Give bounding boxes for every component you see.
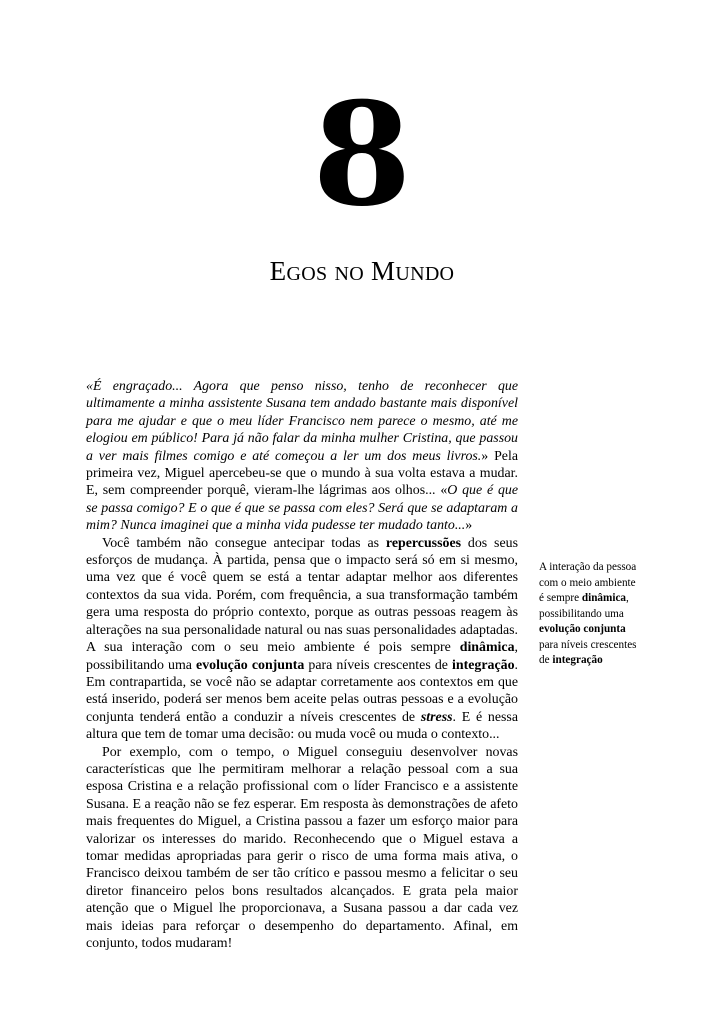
text-run: dos seus esforços de mudança. À partida, pensa que o impacto será só em si mesmo, uma vez que é você quem se está a tentar adaptar melhor aos diferentes contextos da sua vida. Porém, com frequência, a sua transformação também gera uma resposta do próprio contexto, porque as outras pessoas reagem às alterações na sua personalidade natural ou nas suas personalidades adaptadas. A sua interação com o seu meio ambiente é pois sempre [86, 535, 518, 656]
text-run: » [465, 518, 473, 534]
body-paragraph [86, 744, 518, 953]
bold-term: dinâmica [459, 640, 515, 656]
chapter-title-smallcaps: GOS [286, 263, 328, 285]
bold-term: integração [552, 654, 603, 666]
text-run: . E é nessa altura que tem de tomar uma decisão: ou muda você ou muda o contexto... [86, 709, 518, 743]
body-text [86, 378, 518, 952]
text-run: A interação da pessoa com o meio ambiente é sempre [539, 561, 637, 604]
body-paragraph [86, 535, 518, 744]
text-run: Por exemplo, com o tempo, o Miguel conseguiu desenvolver novas características que lhe permitiram melhorar a relação pessoal com a sua esposa Cristina e a relação profissional com o líder Francisco e a assistente Susana. E a reação não se fez esperar. Em resposta às demonstrações de afeto mais frequentes do Miguel, a Cristina passou a fazer um esforço maior para valorizar os interesses do marido. Reconhecendo que o Miguel estava a tomar medidas apropriadas para gerir o risco de uma forma mais ativa, o Francisco deixou também de ser tão crítico e passou mesmo a felicitar o seu diretor financeiro pelos bons resultados alcançados. E grata pela maior atenção que o Miguel lhe proporcionava, a Susana passou a dar cada vez mais ideias para reforçar o desempenho do departamento. Afinal, em conjunto, todos mudaram! [86, 744, 518, 951]
bold-term: repercussões [385, 535, 462, 551]
chapter-title-smallcaps: NO [334, 263, 364, 285]
text-run: , possibilitando uma [539, 592, 629, 620]
quote-paragraph [86, 378, 518, 535]
text-run: para níveis crescentes de [304, 657, 453, 673]
chapter-title-space [364, 256, 371, 286]
bold-italic-term: stress [420, 709, 453, 725]
chapter-number: 8 [312, 72, 412, 238]
text-run: , possibilitando uma [86, 640, 518, 673]
bold-term: evolução conjunta [539, 623, 626, 635]
text-run: para níveis crescentes de [539, 638, 637, 666]
chapter-title [0, 256, 724, 287]
text-run: » Pela primeira vez, Miguel apercebeu-se que o mundo à sua volta estava a mudar. E, sem compreender porquê, vieram-lhe lágrimas aos olhos... « [86, 448, 518, 499]
chapter-title-smallcaps: UNDO [395, 263, 455, 285]
bold-term: dinâmica [581, 592, 627, 604]
chapter-title-initial: E [269, 256, 287, 286]
text-run: Você também não consegue antecipar todas as [102, 535, 386, 551]
text-run: . Em contrapartida, se você não se adaptar corretamente aos contextos em que está inserido, poderá ser menos bem aceite pelas outras pessoas e a evolução conjunta tenderá então a conduzir a níveis crescentes de [86, 657, 519, 725]
text-run: O que é que se passa comigo? E o que é que se passa com eles? Será que se adaptaram a mim? Nunca imaginei que a minha vida pudesse ter mudado tanto... [86, 483, 518, 534]
bold-term: integração [452, 657, 515, 673]
chapter-title-initial: M [371, 256, 396, 286]
bold-term: evolução conjunta [196, 657, 305, 673]
text-run: «É engraçado... Agora que penso nisso, tenho de reconhecer que ultimamente a minha assistente Susana tem andado bastante mais disponível para me ajudar e que o meu líder Francisco nem parece o mesmo, até me elogiou em público! Para já não falar da minha mulher Cristina, que passou a ver mais filmes comigo e até começou a ler um dos meus livros. [86, 379, 518, 464]
margin-note [539, 560, 641, 669]
